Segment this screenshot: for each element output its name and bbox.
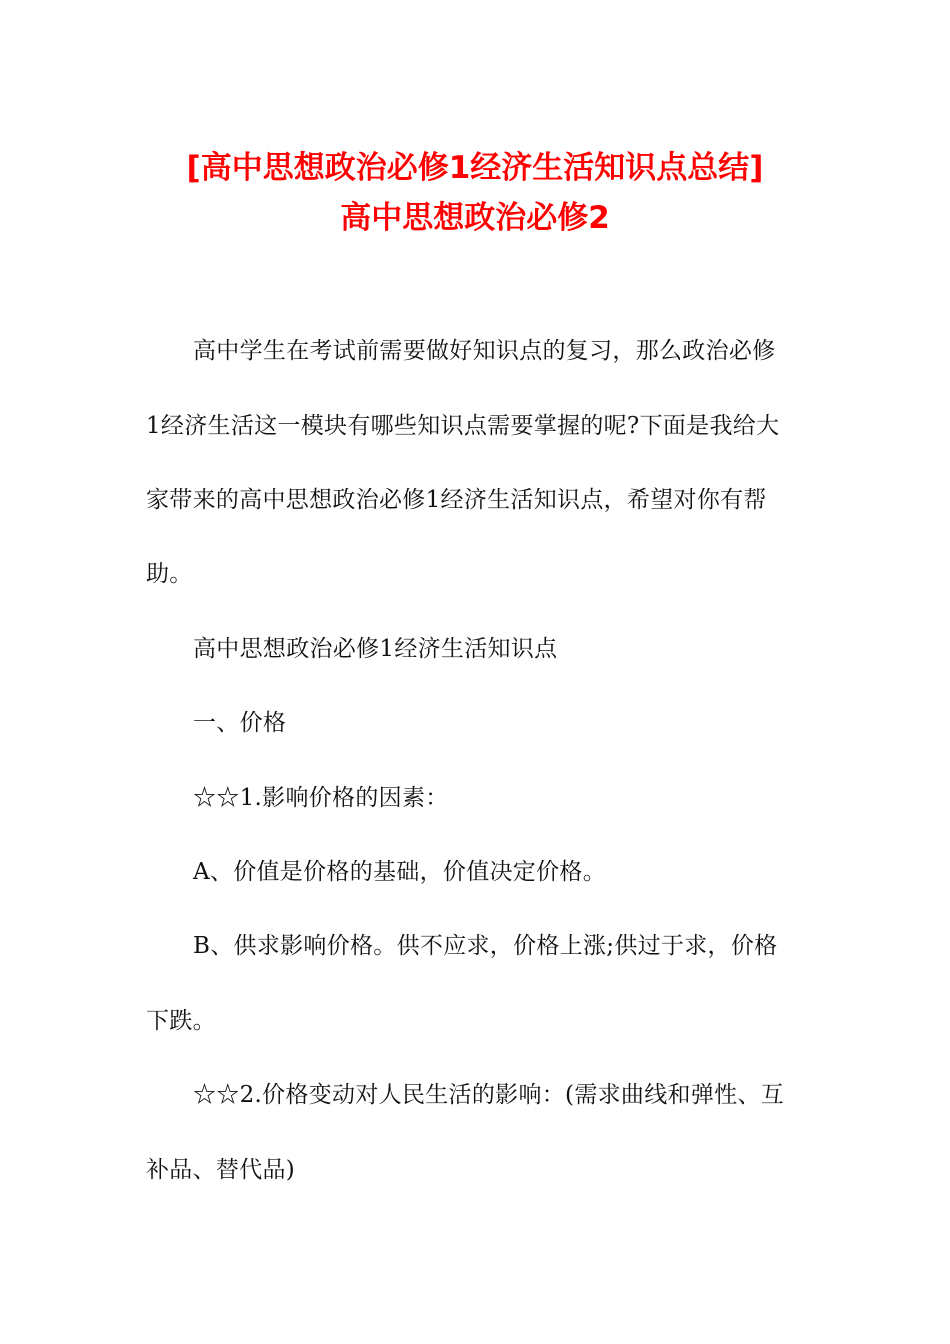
- point-1-b-line-2: 下跌。: [146, 1008, 216, 1034]
- subsection-price: 一、价格: [193, 710, 287, 736]
- intro-line-3: 家带来的高中思想政治必修1经济生活知识点，希望对你有帮: [146, 487, 767, 513]
- point-1-heading: ☆☆1.影响价格的因素：: [193, 785, 449, 811]
- intro-line-2: 1经济生活这一模块有哪些知识点需要掌握的呢?下面是我给大: [146, 413, 780, 439]
- intro-line-4: 助。: [146, 561, 193, 587]
- intro-line-1: 高中学生在考试前需要做好知识点的复习，那么政治必修: [193, 338, 776, 364]
- point-2-heading-line-2: 补品、替代品): [146, 1157, 296, 1183]
- document-title-line-2: 高中思想政治必修2: [340, 200, 610, 236]
- document-title-line-1: [高中思想政治必修1经济生活知识点总结]: [186, 150, 764, 186]
- point-1-a: A、价值是价格的基础，价值决定价格。: [193, 859, 607, 885]
- section-heading: 高中思想政治必修1经济生活知识点: [193, 636, 558, 662]
- point-1-b-line-1: B、供求影响价格。供不应求，价格上涨;供过于求，价格: [193, 933, 778, 959]
- point-2-heading-line-1: ☆☆2.价格变动对人民生活的影响：(需求曲线和弹性、互: [193, 1082, 785, 1108]
